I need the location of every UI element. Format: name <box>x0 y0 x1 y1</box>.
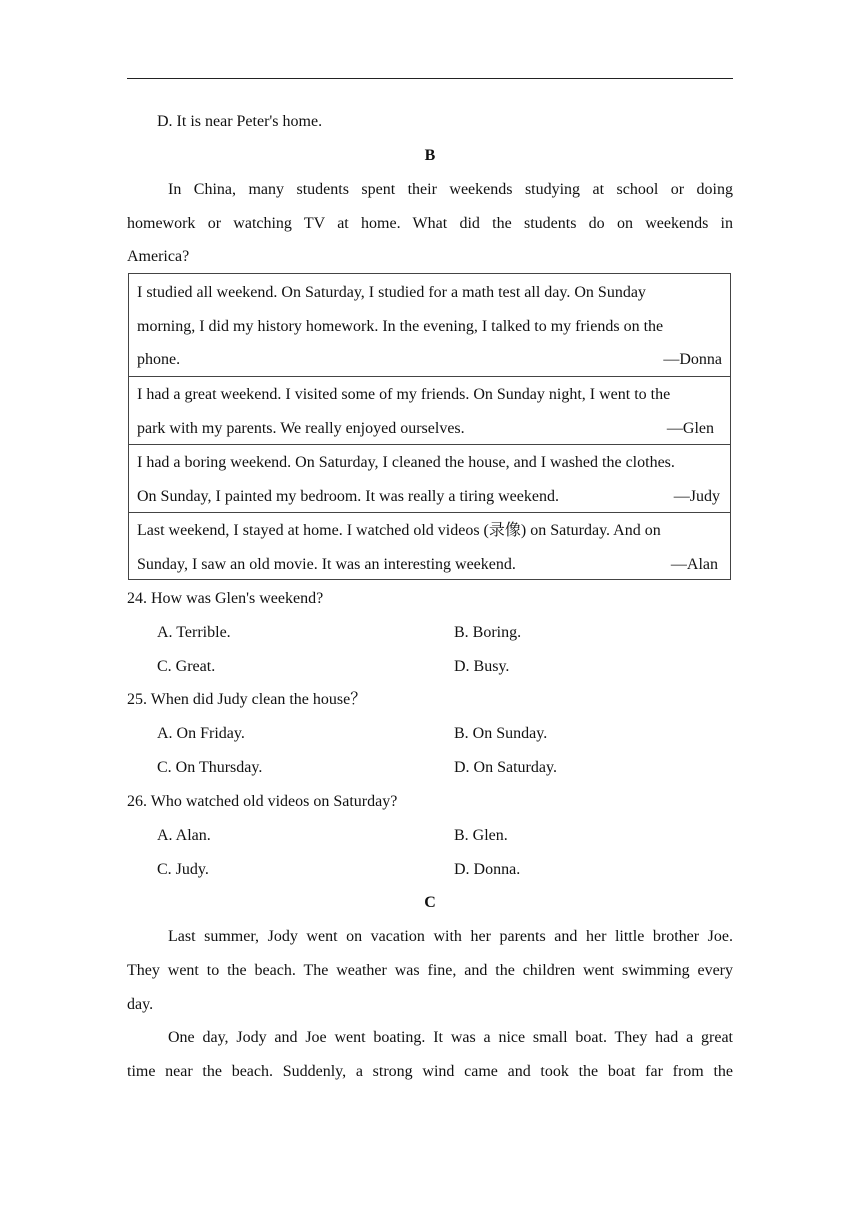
entry-line: On Sunday, I painted my bedroom. It was really a tiring weekend. <box>137 488 559 505</box>
signature-donna: —Donna <box>663 351 722 368</box>
table-row-alan <box>129 512 730 579</box>
table-row-judy <box>129 444 730 512</box>
passage-c-p2-line-2: time near the beach. Suddenly, a strong wind came and took the boat far from the <box>127 1063 733 1080</box>
passage-c-p2-line-1: One day, Jody and Joe went boating. It was a nice small boat. They had a great <box>168 1029 733 1046</box>
passage-c-p1-line-3: day. <box>127 996 154 1013</box>
q24-option-d: D. Busy. <box>454 658 510 675</box>
q25-option-c: C. On Thursday. <box>157 759 263 776</box>
q26-option-d: D. Donna. <box>454 861 521 878</box>
q26-option-c: C. Judy. <box>157 861 209 878</box>
question-26: 26. Who watched old videos on Saturday? <box>127 793 398 810</box>
entry-line: park with my parents. We really enjoyed ourselves. <box>137 420 465 437</box>
question-24: 24. How was Glen's weekend? <box>127 590 324 607</box>
signature-glen: —Glen <box>666 420 714 437</box>
signature-alan: —Alan <box>670 556 718 573</box>
q25-option-b: B. On Sunday. <box>454 725 548 742</box>
header-rule <box>127 78 733 79</box>
entry-line: Last weekend, I stayed at home. I watched old videos (录像) on Saturday. And on <box>137 522 661 539</box>
table-row-donna <box>129 274 730 376</box>
section-c-heading: C <box>424 894 436 911</box>
weekend-table <box>128 273 731 580</box>
section-b-heading: B <box>424 147 436 164</box>
q25-option-a: A. On Friday. <box>157 725 245 742</box>
q24-option-b: B. Boring. <box>454 624 522 641</box>
table-row-glen <box>129 376 730 444</box>
q24-option-c: C. Great. <box>157 658 216 675</box>
entry-line: morning, I did my history homework. In the evening, I talked to my friends on the <box>137 318 664 335</box>
question-25: 25. When did Judy clean the house？ <box>127 691 367 708</box>
entry-line: I had a great weekend. I visited some of my friends. On Sunday night, I went to the <box>137 386 671 403</box>
entry-line: I studied all weekend. On Saturday, I studied for a math test all day. On Sunday <box>137 284 646 301</box>
intro-line-3: America? <box>127 248 190 265</box>
q26-option-b: B. Glen. <box>454 827 508 844</box>
signature-judy: —Judy <box>673 488 720 505</box>
entry-line: Sunday, I saw an old movie. It was an interesting weekend. <box>137 556 516 573</box>
passage-c-p1-line-2: They went to the beach. The weather was fine, and the children went swimming every <box>127 962 733 979</box>
q25-option-d: D. On Saturday. <box>454 759 557 776</box>
intro-line-2: homework or watching TV at home. What did the students do on weekends in <box>127 215 733 232</box>
q24-option-a: A. Terrible. <box>157 624 231 641</box>
option-d-previous: D. It is near Peter's home. <box>157 113 323 130</box>
q26-option-a: A. Alan. <box>157 827 211 844</box>
passage-c-p1-line-1: Last summer, Jody went on vacation with her parents and her little brother Joe. <box>168 928 733 945</box>
entry-line: phone. <box>137 351 181 368</box>
intro-line-1: In China, many students spent their weekends studying at school or doing <box>168 181 733 198</box>
entry-line: I had a boring weekend. On Saturday, I cleaned the house, and I washed the clothes. <box>137 454 675 471</box>
